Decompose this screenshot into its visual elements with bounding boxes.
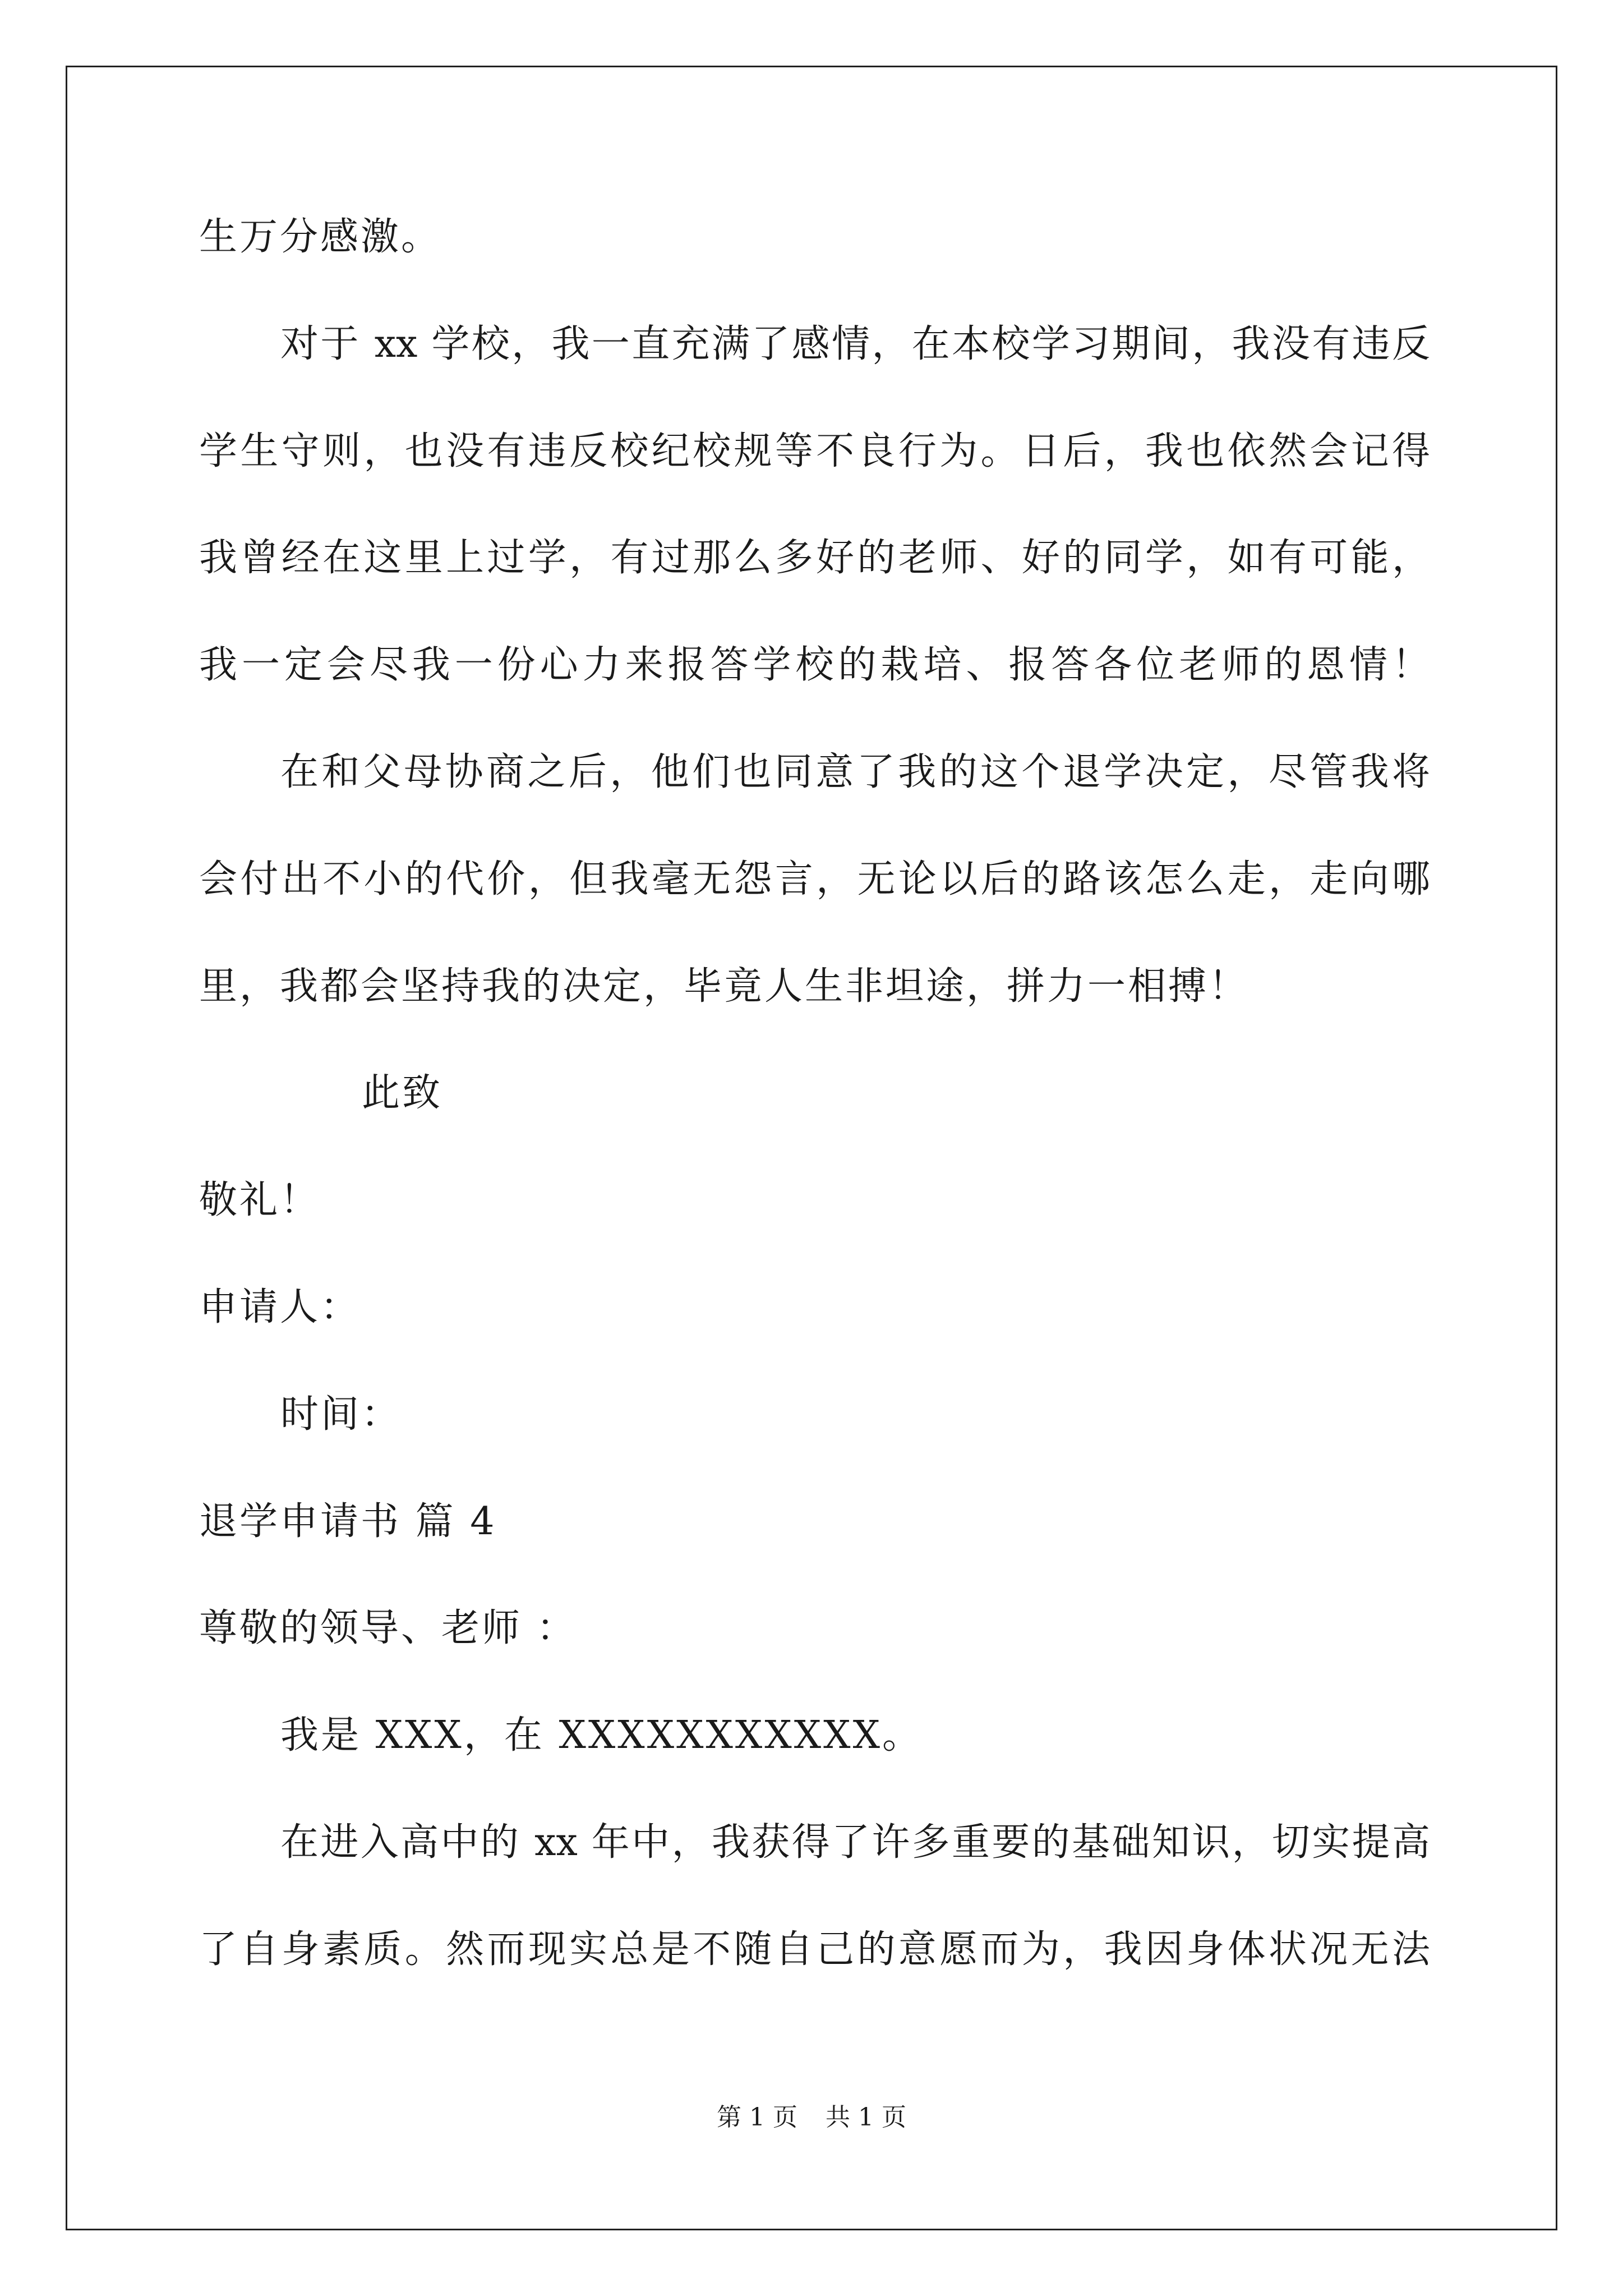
letter-salutation: 尊敬的领导、老师 ： bbox=[199, 1606, 577, 1650]
section-title: 退学申请书 篇 4 bbox=[199, 1499, 497, 1544]
date-label: 时间： bbox=[280, 1392, 402, 1437]
paragraph-line: 在和父母协商之后，他们也同意了我的这个退学决定，尽管我将 bbox=[280, 750, 1430, 794]
paragraph-line: 学生守则，也没有违反校纪校规等不良行为。日后，我也依然会记得 bbox=[199, 429, 1430, 473]
page-footer bbox=[0, 2101, 1623, 2134]
applicant-label: 申请人： bbox=[199, 1285, 361, 1329]
paragraph-line: 了自身素质。然而现实总是不随自己的意愿而为，我因身体状况无法 bbox=[199, 1927, 1430, 1972]
closing-regards: 敬礼！ bbox=[199, 1178, 321, 1222]
closing-salutation: 此致 bbox=[362, 1071, 443, 1115]
paragraph-line: 我一定会尽我一份心力来报答学校的栽培、报答各位老师的恩情！ bbox=[199, 643, 1430, 687]
paragraph-line: 在进入高中的 xx 年中，我获得了许多重要的基础知识，切实提高 bbox=[280, 1820, 1430, 1865]
paragraph-line: 我曾经在这里上过学，有过那么多好的老师、好的同学，如有可能， bbox=[199, 536, 1430, 580]
page-total: 共 1 页 bbox=[826, 2103, 906, 2132]
paragraph-line: 我是 XXX，在 XXXXXXXXXXX。 bbox=[280, 1713, 923, 1757]
page-border bbox=[66, 66, 1557, 2230]
paragraph-line: 里，我都会坚持我的决定，毕竟人生非坦途，拼力一相搏！ bbox=[199, 964, 1249, 1009]
page-number: 第 1 页 bbox=[717, 2103, 797, 2132]
paragraph-line: 会付出不小的代价，但我毫无怨言，无论以后的路该怎么走，走向哪 bbox=[199, 857, 1430, 901]
paragraph-line: 对于 xx 学校，我一直充满了感情，在本校学习期间，我没有违反 bbox=[280, 322, 1430, 366]
paragraph-line: 生万分感激。 bbox=[199, 215, 442, 259]
